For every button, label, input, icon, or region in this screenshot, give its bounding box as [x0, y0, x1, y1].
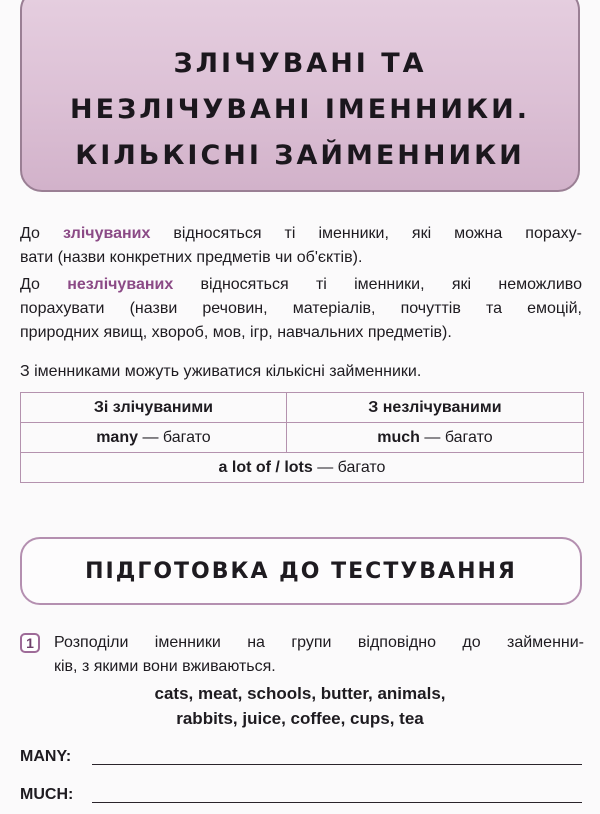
title-line-1: ЗЛІЧУВАНІ ТА [173, 48, 427, 79]
table-row [21, 423, 584, 453]
rule-countable-rest: відносяться ті іменники, які можна пораху- [173, 225, 582, 242]
label-many: MANY: [20, 748, 72, 765]
translation-a-lot-of: — багато [317, 458, 386, 476]
table-row [21, 393, 584, 423]
translation-much: — багато [424, 428, 493, 446]
translation-many: — багато [142, 428, 211, 446]
title-banner [20, 0, 580, 192]
pronoun-table [20, 392, 584, 483]
table-header-uncountable: З незлічуваними [286, 393, 583, 423]
table-cell-a-lot-of [21, 453, 584, 483]
rule-countable-line-1 [20, 222, 582, 246]
countable-highlight: злічуваних [62, 225, 151, 242]
rule-countable-pre: До [20, 225, 40, 242]
answer-line-much[interactable] [92, 802, 582, 803]
section-banner [20, 537, 582, 605]
task-number-badge: 1 [20, 633, 40, 653]
title-line-3: КІЛЬКІСНІ ЗАЙМЕННИКИ [75, 140, 525, 171]
label-much: MUCH: [20, 786, 74, 803]
rule-uncountable-pre: До [20, 276, 40, 293]
word-many: many [96, 428, 138, 446]
table-cell-many [21, 423, 287, 453]
word-a-lot-of: a lot of / lots [218, 458, 313, 476]
rule-uncountable-line-1 [20, 273, 582, 297]
rule-countable-line-2: вати (назви конкретних предметів чи об'єктів). [20, 249, 363, 266]
word-list-line-1: cats, meat, schools, butter, animals, [154, 684, 446, 703]
rule-uncountable-line-3: природних явищ, хвороб, мов, ігр, навчальних предметів). [20, 324, 452, 341]
table-header-countable: Зі злічуваними [21, 393, 287, 423]
rule-uncountable-rest: відносяться ті іменники, які неможливо [200, 276, 583, 293]
word-list-line-2: rabbits, juice, coffee, cups, tea [176, 709, 424, 728]
uncountable-highlight: незлічуваних [67, 276, 174, 293]
title-line-2: НЕЗЛІЧУВАНІ ІМЕННИКИ. [70, 94, 530, 125]
table-cell-much [286, 423, 583, 453]
rule-pronouns-intro: З іменниками можуть уживатися кількісні займенники. [20, 363, 422, 380]
table-row [21, 453, 584, 483]
word-much: much [377, 428, 420, 446]
answer-line-many[interactable] [92, 764, 582, 765]
section-title: ПІДГОТОВКА ДО ТЕСТУВАННЯ [85, 559, 517, 584]
rule-uncountable-line-2: порахувати (назви речовин, матеріалів, почуттів та емоцій, [20, 300, 582, 317]
task-instruction-line-2: ків, з якими вони вживаються. [54, 658, 276, 675]
task-instruction-line-1: Розподіли іменники на групи відповідно до займенни- [54, 634, 584, 651]
